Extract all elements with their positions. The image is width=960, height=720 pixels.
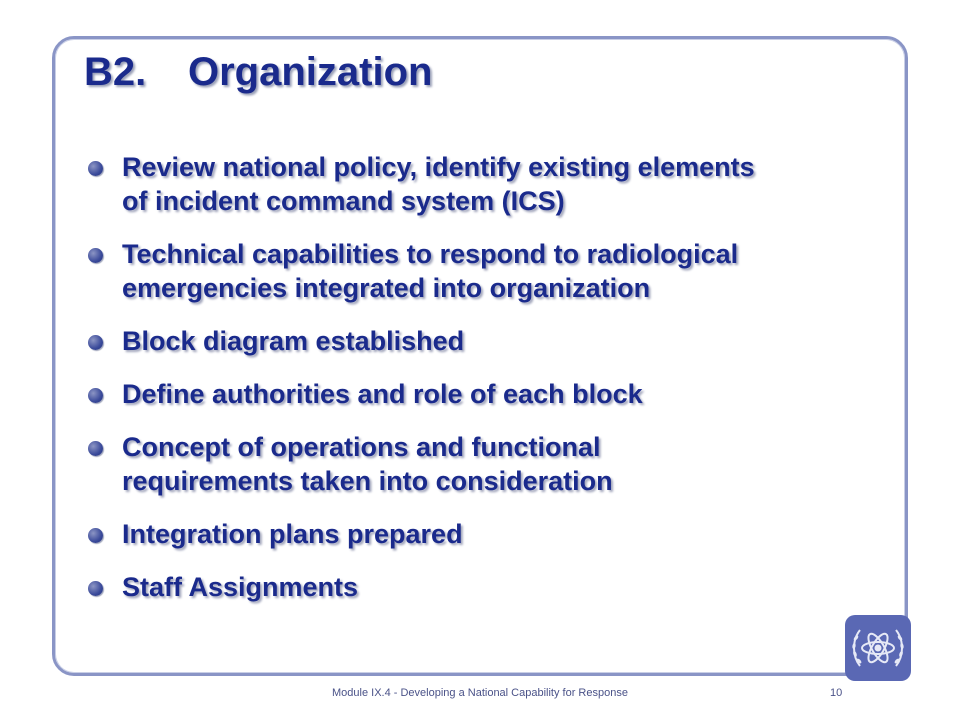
bullet-line: of incident command system (ICS) [122,186,565,216]
iaea-logo-icon [844,614,912,682]
bullet-line: Technical capabilities to respond to radiological [122,239,739,269]
list-item [84,237,884,305]
bullet-line: Block diagram established [122,326,465,356]
bullet-dot-icon [88,248,103,263]
bullet-list [84,150,884,623]
bullet-line: Staff Assignments [122,572,359,602]
bullet-dot-icon [88,161,103,176]
bullet-dot-icon [88,528,103,543]
list-item [84,517,884,551]
slide-title [84,50,432,95]
page-number: 10 [830,687,843,699]
list-item [84,377,884,411]
bullet-dot-icon [88,441,103,456]
bullet-line: Integration plans prepared [122,519,463,549]
slide-footer [0,687,960,699]
bullet-line: Review national policy, identify existing elements [122,152,755,182]
bullet-dot-icon [88,388,103,403]
bullet-line: emergencies integrated into organization [122,273,651,303]
list-item [84,430,884,498]
list-item [84,570,884,604]
bullet-dot-icon [88,335,103,350]
bullet-line: Concept of operations and functional [122,432,601,462]
bullet-line: Define authorities and role of each block [122,379,643,409]
title-text: Organization [188,50,433,94]
bullet-dot-icon [88,581,103,596]
footer-module-text: Module IX.4 - Developing a National Capability for Response [332,687,628,699]
list-item [84,150,884,218]
title-number: B2. [84,50,147,94]
list-item [84,324,884,358]
bullet-line: requirements taken into consideration [122,466,613,496]
